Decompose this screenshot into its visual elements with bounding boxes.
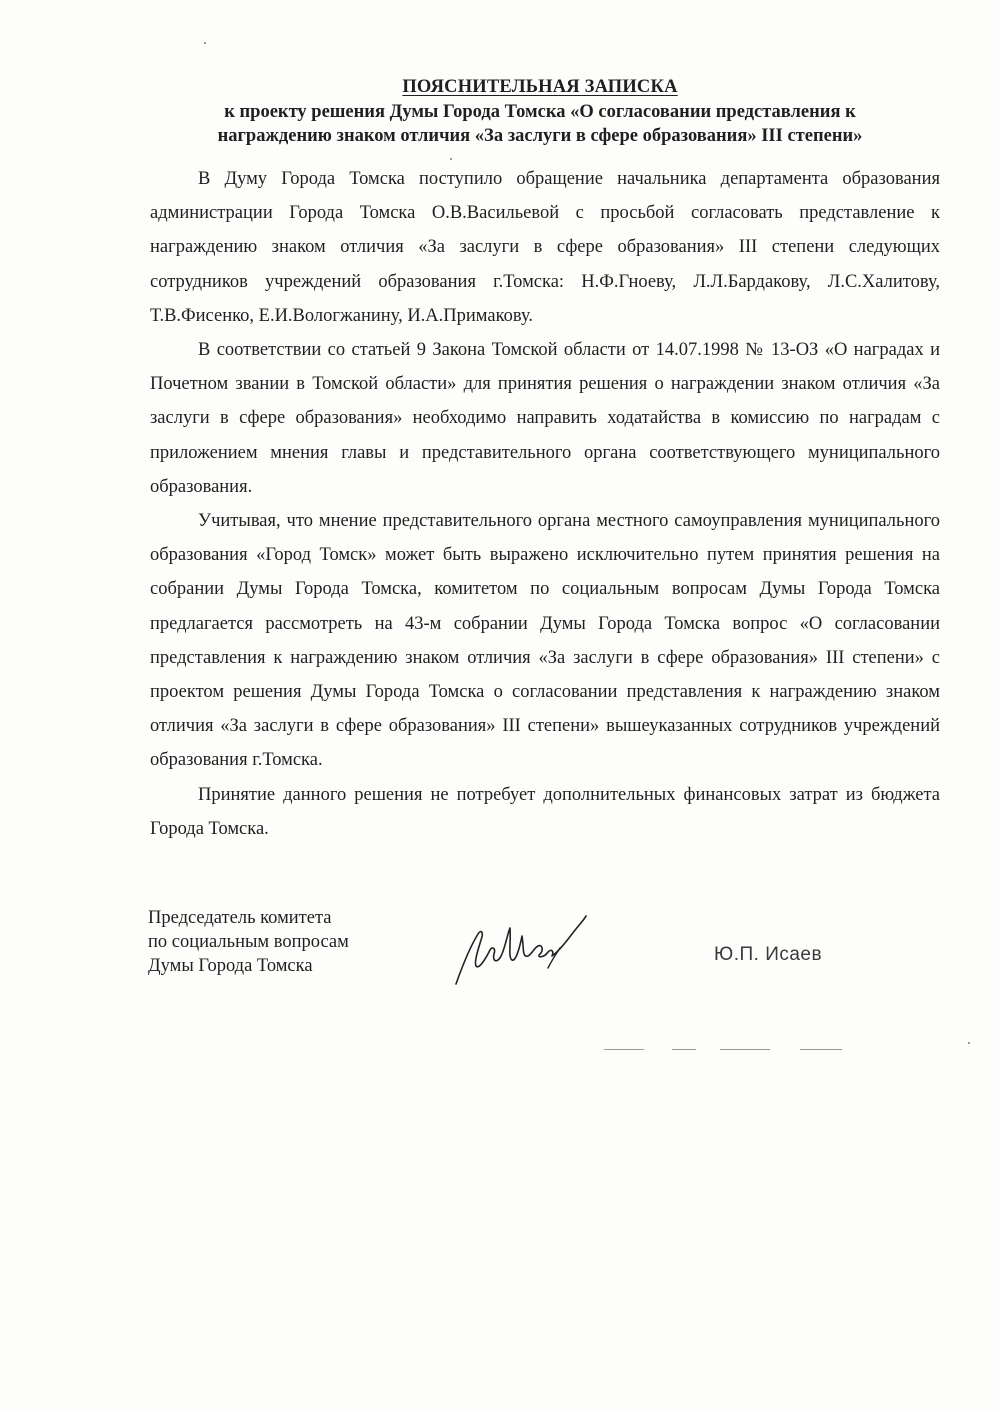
signatory-position-line-1: Председатель комитета (148, 908, 332, 928)
document-header (140, 76, 940, 148)
scan-artifact-dot (204, 42, 206, 44)
scan-artifact-line (720, 1049, 770, 1050)
signatory-name: Ю.П. Исаев (714, 944, 823, 965)
signatory-position-line-3: Думы Города Томска (148, 956, 313, 976)
scan-artifact-dot (450, 158, 452, 160)
document-body (150, 162, 940, 846)
document-title: ПОЯСНИТЕЛЬНАЯ ЗАПИСКА (402, 77, 678, 97)
signatory-position (148, 906, 349, 978)
handwritten-signature (448, 912, 598, 992)
paragraph-2: В соответствии со статьей 9 Закона Томской области от 14.07.1998 № 13-ОЗ «О наградах и Почетном звании в Томской области» для принятия решения о награждении знаком отличия «За заслуги в сфере образования» необходимо направить ходатайства в комиссию по наградам с приложением мнения главы и представительного органа соответствующего муниципального образования. (150, 340, 940, 497)
paragraph-3: Учитывая, что мнение представительного органа местного самоуправления муниципального образования «Город Томск» может быть выражено исключительно путем принятия решения на собрании Думы Города Томска, комитетом по социальным вопросам Думы Города Томска предлагается рассмотреть на 43-м собрании Думы Города Томска вопрос «О согласовании представления к награждению знаком отличия «За заслуги в сфере образования» III степени» с проектом решения Думы Города Томска о согласовании представления к награждению знаком отличия «За заслуги в сфере образования» III степени» вышеуказанных сотрудников учреждений образования г.Томска. (150, 511, 940, 771)
document-subtitle (140, 100, 940, 148)
paragraph-4: Принятие данного решения не потребует дополнительных финансовых затрат из бюджета Города Томска. (150, 784, 940, 839)
scan-artifact-line (604, 1049, 644, 1050)
subtitle-line-1: к проекту решения Думы Города Томска «О согласовании представления к (224, 102, 856, 122)
scan-artifact-line (672, 1049, 696, 1050)
paragraph-1: В Думу Города Томска поступило обращение начальника департамента образования администрации Города Томска О.В.Васильевой с просьбой согласовать представление к награждению знаком отличия «За заслуги в сфере образования» III степени следующих сотрудников учреждений образования г.Томска: Н.Ф.Гноеву, Л.Л.Бардакову, Л.С.Халитову, Т.В.Фисенко, Е.И.Вологжанину, И.А.Примакову. (150, 169, 940, 326)
scan-artifact-line (800, 1049, 842, 1050)
scan-artifact-dot (968, 1042, 970, 1044)
signatory-position-line-2: по социальным вопросам (148, 932, 349, 952)
subtitle-line-2: награждению знаком отличия «За заслуги в сфере образования» III степени» (217, 126, 863, 146)
